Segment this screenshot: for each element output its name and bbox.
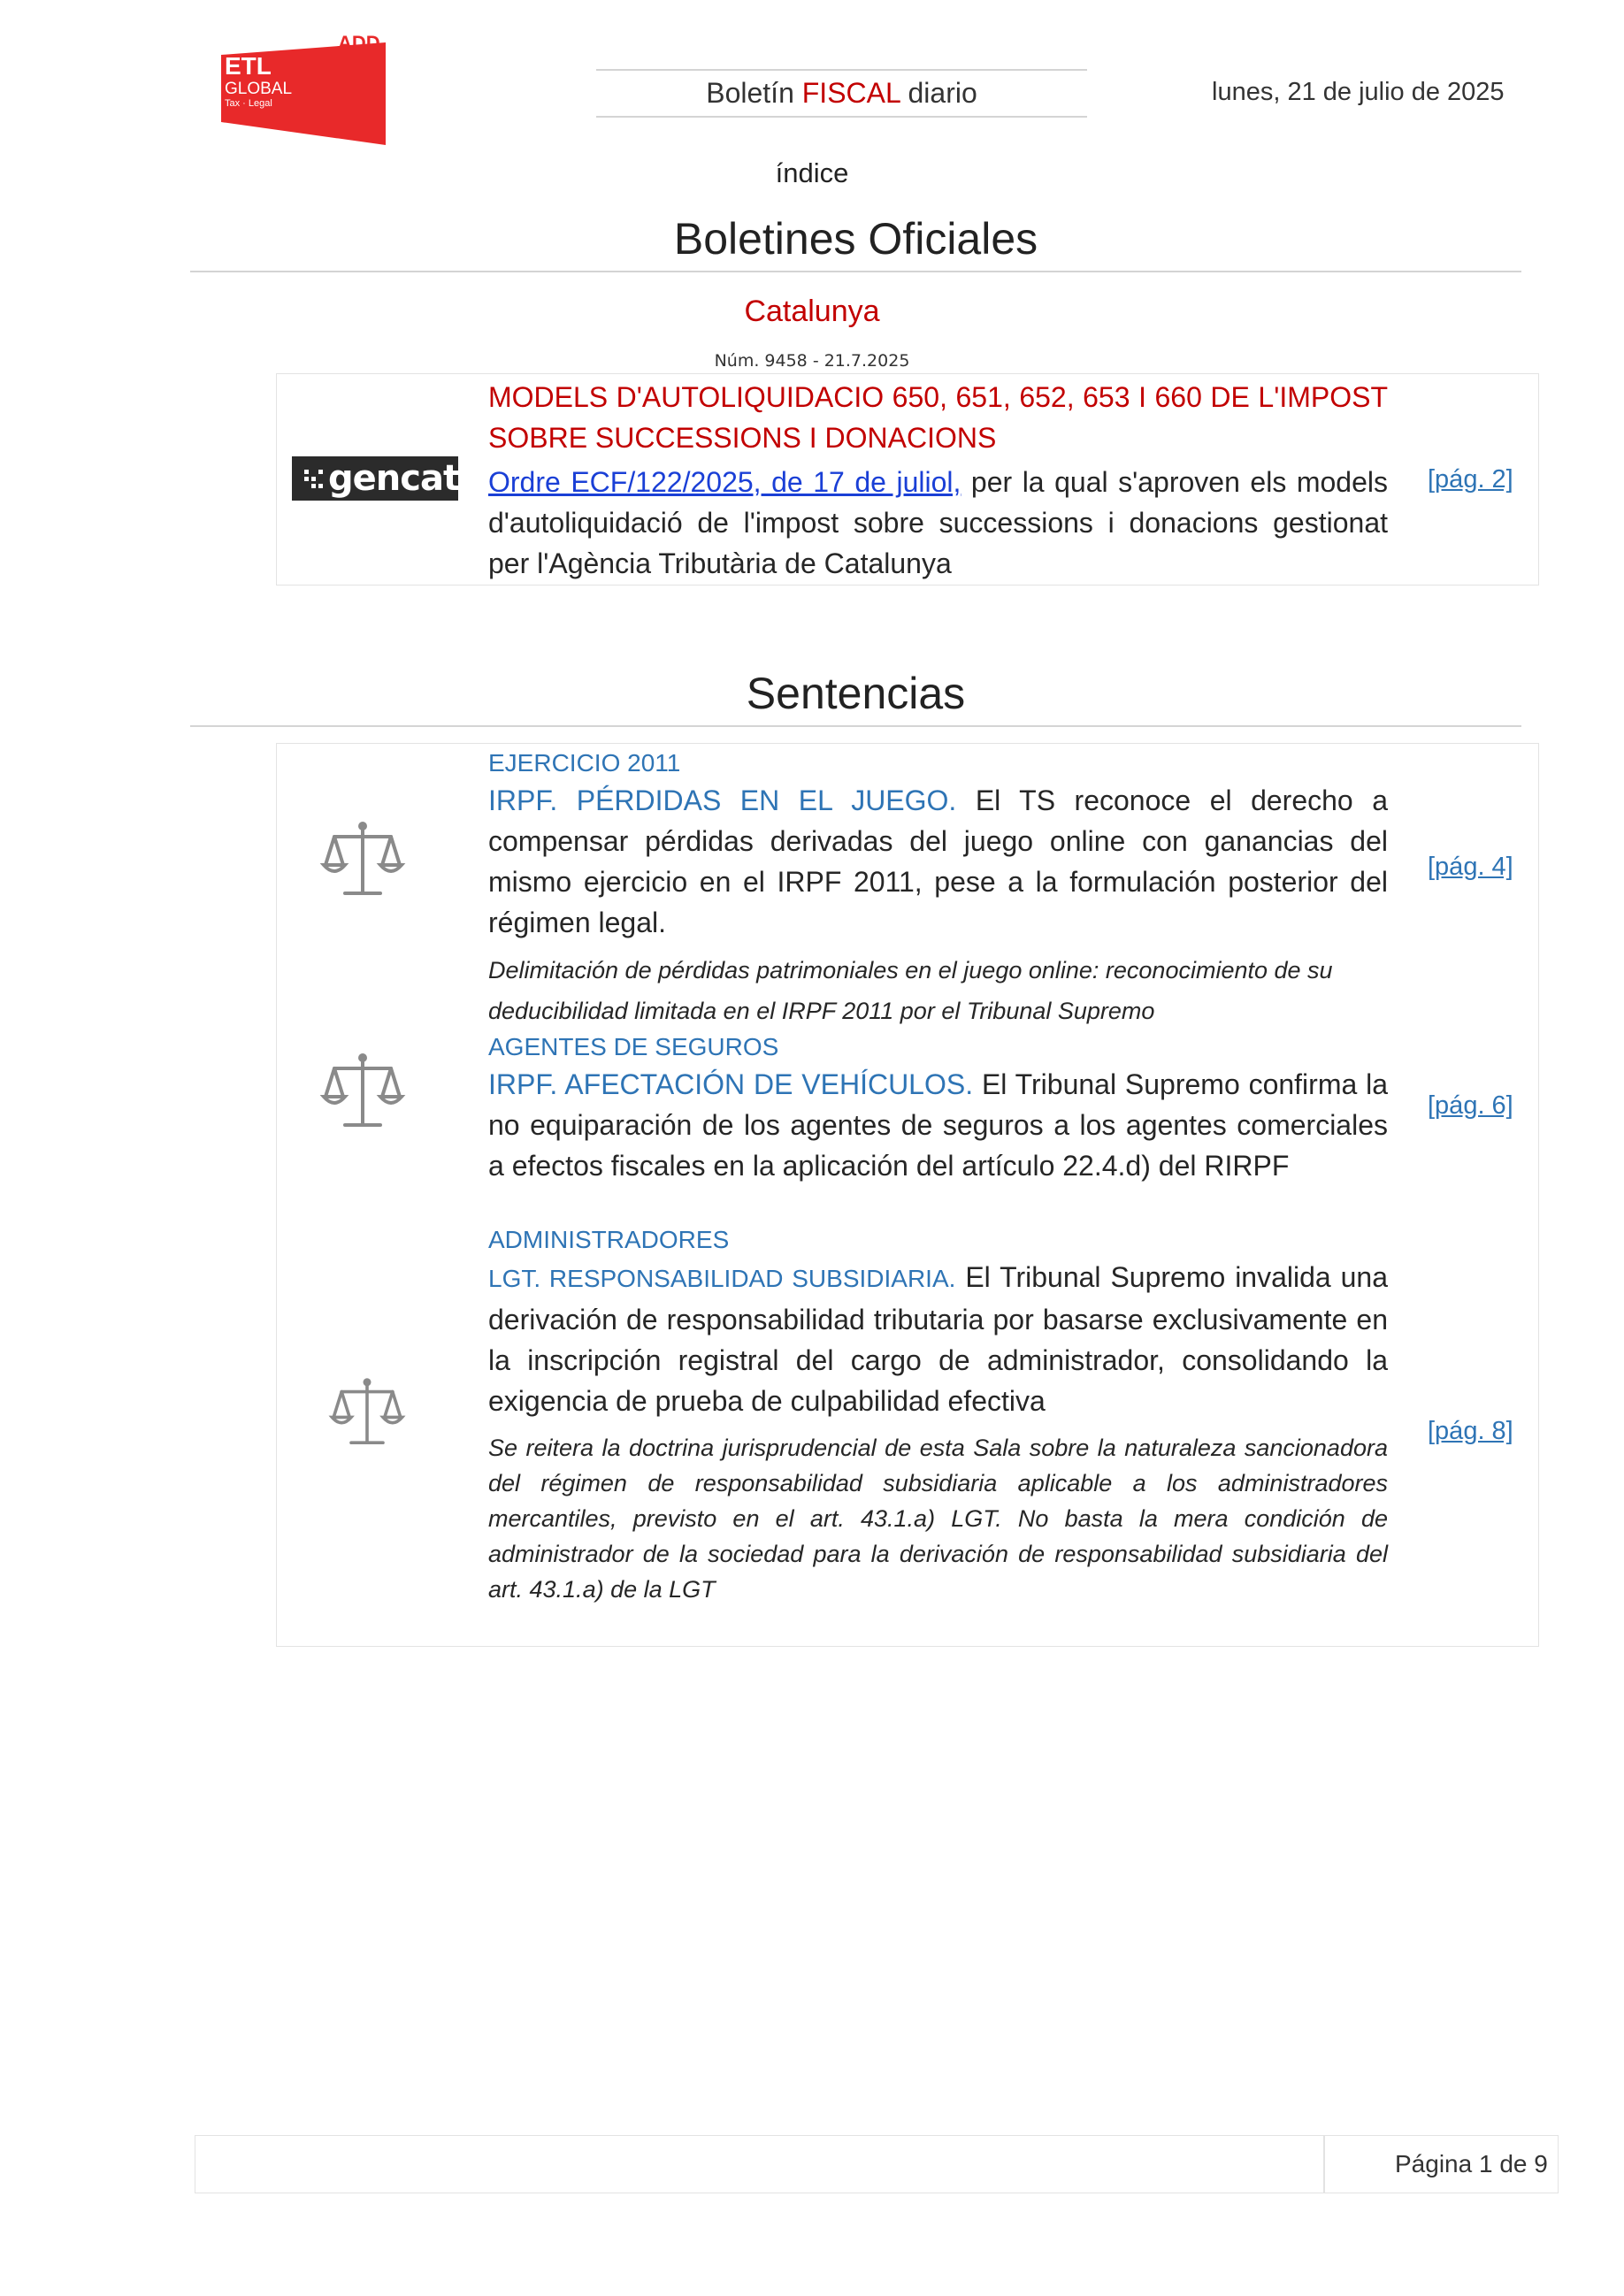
page-ref-link-2[interactable]: [pág. 2] — [1428, 465, 1513, 494]
title-prefix: Boletín — [706, 77, 802, 109]
svg-text:ADD: ADD — [338, 35, 380, 54]
section-title-sentencias: Sentencias — [190, 665, 1521, 727]
page-ref-link-4[interactable]: [pág. 4] — [1428, 853, 1513, 881]
sentencia-body: El Tribunal Supremo confirma la no equiparación de los agentes de seguros a los agentes comerciales a efectos fiscales en la aplicación del artículo 22.4.d) del RIRPF — [488, 1068, 1389, 1182]
issue-number-date: Núm. 9458 - 21.7.2025 — [714, 351, 910, 371]
scales-of-justice-icon — [318, 815, 407, 904]
publication-date: lunes, 21 de julio de 2025 — [1212, 78, 1505, 106]
sentencia-label: EJERCICIO 2011 — [488, 749, 681, 777]
boletin-item-description: per la qual s'aproven els models d'autoliquidació de l'impost sobre successions i donacions gestionat per l'Agència Tributària de Catalunya — [488, 466, 1389, 579]
sentencia-label: ADMINISTRADORES — [488, 1226, 730, 1253]
svg-text:GLOBAL: GLOBAL — [225, 80, 293, 98]
title-suffix: diario — [900, 77, 977, 109]
sentencia-item-3 — [488, 1223, 1388, 1607]
bulletin-title — [596, 69, 1087, 118]
sentencia-headline: LGT. RESPONSABILIDAD SUBSIDIARIA. — [488, 1265, 956, 1292]
index-heading: índice — [775, 157, 849, 188]
gencat-dots-icon — [304, 470, 323, 488]
svg-text:Tax · Legal: Tax · Legal — [225, 98, 272, 109]
gencat-wordmark: gencat — [328, 458, 460, 499]
sentencia-headline: IRPF. PÉRDIDAS EN EL JUEGO. — [488, 784, 957, 816]
sentencia-body: El TS reconoce el derecho a compensar pérdidas derivadas del juego online con ganancias del mismo ejercicio en el IRPF 2011, pese a la formulación posterior del régimen legal. — [488, 784, 1389, 938]
sentencia-body: El Tribunal Supremo invalida una derivación de responsabilidad tributaria por basarse exclusivamente en la inscripción registral del cargo de administrador, consolidando la exigencia de prueba de culpabilidad efectiva — [488, 1261, 1389, 1417]
title-highlight: FISCAL — [801, 77, 900, 109]
page-footer — [195, 2135, 1559, 2193]
sentencia-item-1 — [488, 746, 1388, 1031]
etl-global-logo — [221, 35, 386, 145]
boletin-item-title: MODELS D'AUTOLIQUIDACIO 650, 651, 652, 653 I 660 DE L'IMPOST SOBRE SUCCESSIONS I DONACIONS — [488, 381, 1388, 454]
sentencia-label: AGENTES DE SEGUROS — [488, 1033, 779, 1060]
gencat-logo — [292, 456, 458, 501]
sentencia-summary: Se reitera la doctrina jurisprudencial de esta Sala sobre la naturaleza sancionadora del régimen de responsabilidad subsidiaria aplicable a los administradores mercantiles, previsto en el art. 43.1.a) LGT. No basta la mera condición de administrador de la sociedad para la derivación de responsabilidad subsidiaria del art. 43.1.a) de la LGT — [488, 1435, 1388, 1603]
footer-divider — [1323, 2136, 1325, 2193]
scales-of-justice-icon — [318, 1047, 407, 1136]
sentencia-headline: IRPF. AFECTACIÓN DE VEHÍCULOS. — [488, 1068, 974, 1100]
page-ref-link-8[interactable]: [pág. 8] — [1428, 1417, 1513, 1445]
boletin-item-text — [488, 377, 1388, 584]
boletin-item-body — [488, 462, 1388, 584]
sentencia-summary: Delimitación de pérdidas patrimoniales en el juego online: reconocimiento de su deducibilidad limitada en el IRPF 2011 por el Tribunal Supremo — [488, 957, 1333, 1024]
section-title-boletines: Boletines Oficiales — [190, 209, 1521, 272]
order-link[interactable]: Ordre ECF/122/2025, de 17 de juliol, — [488, 466, 961, 498]
sentencia-item-2 — [488, 1030, 1388, 1186]
page-number: Página 1 de 9 — [1395, 2150, 1548, 2177]
region-title: Catalunya — [744, 295, 880, 328]
scales-of-justice-icon — [327, 1373, 407, 1452]
svg-text:ETL: ETL — [225, 52, 272, 80]
page-ref-link-6[interactable]: [pág. 6] — [1428, 1091, 1513, 1120]
